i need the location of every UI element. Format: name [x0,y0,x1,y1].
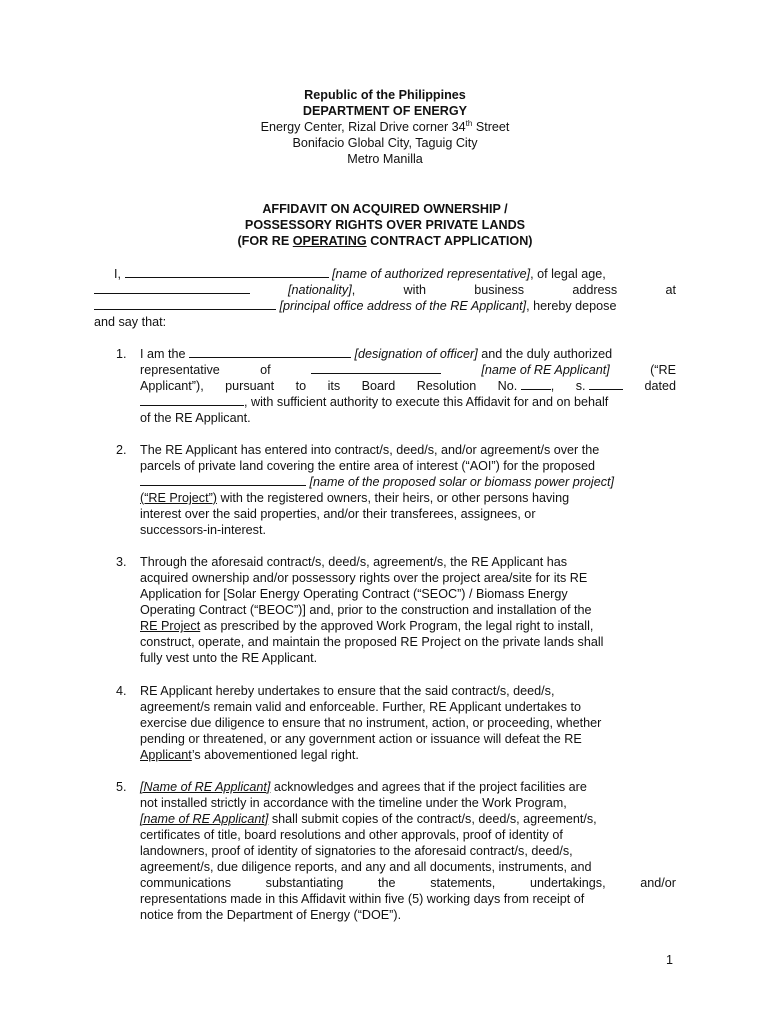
item2-line-5: interest over the said properties, and/or their transferees, assignees, or [140,507,536,521]
item-body [140,442,676,538]
item5-line-7 [140,875,676,891]
item4-line-2: agreement/s remain valid and enforceable. Further, RE Applicant undertakes to [140,700,582,714]
item-body [140,346,676,426]
page-number: 1 [666,953,674,967]
item4-line-1: RE Applicant hereby undertakes to ensure that the said contract/s, deed/s, [140,684,555,698]
work-program-text: as prescribed by the approved Work Program, the legal right to install, [200,619,594,633]
designation-placeholder: [designation of officer] [354,347,478,361]
address-line-3: Metro Manilla [347,152,423,166]
document-title [0,201,770,249]
w-no: No. [497,379,518,393]
item4-line-3: exercise due diligence to ensure that no instrument, action, or proceeding, whether [140,716,602,730]
date-blank [140,394,244,406]
w-pursuant: pursuant [225,379,275,393]
item3-line-1: Through the aforesaid contract/s, deed/s, agreement/s, the RE Applicant has [140,555,568,569]
submit-copies-text: shall submit copies of the contract/s, deed/s, agreement/s, [268,812,597,826]
address-line-1-text: Energy Center, Rizal Drive corner 34 [260,120,466,134]
w-s: s. [575,379,586,393]
i-am-the: I am the [140,347,186,361]
title-operating-underlined: OPERATING [292,234,367,248]
name-placeholder: [name of authorized representative] [332,267,531,281]
w-undertakings: undertakings, [529,876,606,890]
word-with: with [403,283,426,297]
item2-line-6: successors-in-interest. [140,523,266,537]
item5-line-6: agreement/s, due diligence reports, and any and all documents, instruments, and [140,860,592,874]
project-blank [140,474,306,486]
letterhead [0,87,770,167]
item3-line-3: Application for [Solar Energy Operating Contract (“SEOC”) / Biomass Energy [140,587,568,601]
w-substantiating: substantiating [265,876,344,890]
item2-line-4 [140,490,676,506]
word-address: address [572,283,618,297]
item5-line-1 [140,779,676,795]
item3-line-5 [140,618,676,634]
item4-line-4: pending or threatened, or any government action or issuance will defeat the RE [140,732,582,746]
word-representative: representative [140,363,220,377]
item5-line-8: representations made in this Affidavit within five (5) working days from receipt of [140,892,585,906]
re-project-link: RE Project [140,619,201,633]
intro-line-3 [94,298,676,314]
address-line-1-sup: th [465,118,473,128]
w-communications: communications [140,876,231,890]
w-statements: statements, [430,876,496,890]
intro-i: I, [114,267,121,281]
item1-line-1 [140,346,676,362]
nationality-group [94,282,355,298]
resolution-no-group [498,378,555,394]
w-comma2: , [550,379,555,393]
title-line-1: AFFIDAVIT ON ACQUIRED OWNERSHIP / [262,202,508,216]
applicant-name-placeholder-2: [name of RE Applicant] [140,812,269,826]
item-number: 3. [116,555,127,569]
item2-line-1: The RE Applicant has entered into contract/s, deed/s, and/or agreement/s over the [140,443,600,457]
series-blank [589,378,623,390]
w-the: the [378,876,396,890]
country-name: Republic of the Philippines [304,88,466,102]
office-blank [94,298,276,310]
w-resolution: Resolution [416,379,477,393]
resolution-blank [521,378,551,390]
address-line-2: Bonifacio Global City, Taguig City [292,136,478,150]
item-number: 4. [116,684,127,698]
w-to: to [295,379,307,393]
title-line-3 [0,233,770,249]
name-blank [125,266,329,278]
item-number: 1. [116,347,127,361]
item5-line-5: landowners, proof of identity of signatories to the aforesaid contract/s, deed/s, [140,844,573,858]
re-project-underlined: (“RE Project”) [140,491,217,505]
item-body [140,683,676,763]
item-body [140,554,676,666]
item1-line-4 [140,394,676,410]
series-group [576,378,623,394]
item-number: 5. [116,780,127,794]
word-at: at [665,283,676,297]
title-line-2: POSSESSORY RIGHTS OVER PRIVATE LANDS [244,218,526,232]
w-andor: and/or [640,876,676,890]
department-name: DEPARTMENT OF ENERGY [302,104,468,118]
duly-authorized: and the duly authorized [477,347,613,361]
intro-line-4: and say that: [94,315,167,329]
item1-line-5: of the RE Applicant. [140,411,251,425]
w-applicant: Applicant”), [140,379,204,393]
office-placeholder: [principal office address of the RE Applicant] [279,299,527,313]
item5-line-3 [140,811,676,827]
item3-line-4: Operating Contract (“BEOC”)] and, prior to the construction and installation of the [140,603,592,617]
item-body [140,779,676,923]
item3-line-6: construct, operate, and maintain the proposed RE Project on the private lands shall [140,635,604,649]
w-its: its [327,379,341,393]
item5-line-4: certificates of title, board resolutions and other approvals, proof of identity of [140,828,563,842]
item2-line-2: parcels of private land covering the entire area of interest (“AOI”) for the proposed [140,459,596,473]
nationality-blank [94,282,250,294]
designation-blank [189,346,351,358]
item1-line-2 [140,362,676,378]
item5-line-9: notice from the Department of Energy (“DOE”). [140,908,402,922]
word-business: business [474,283,524,297]
item4-line-5 [140,747,676,763]
title-line-3-end: CONTRACT APPLICATION) [366,234,533,248]
comma: , [351,283,356,297]
item-number: 2. [116,443,127,457]
word-of: of [260,363,271,377]
applicant-blank [311,362,441,374]
item3-line-2: acquired ownership and/or possessory rights over the project area/site for its RE [140,571,588,585]
legal-right-text: ’s abovementioned legal right. [191,748,359,762]
address-line-1 [0,119,770,135]
item2-line-3 [140,474,676,490]
acknowledges-text: acknowledges and agrees that if the project facilities are [270,780,587,794]
project-placeholder: [name of the proposed solar or biomass power project] [309,475,615,489]
applicant-underlined: Applicant [140,748,192,762]
item1-line-3 [140,378,676,394]
intro-line-2 [94,282,676,298]
applicant-placeholder: [name of RE Applicant] [481,363,610,377]
legal-age-text: , of legal age, [530,267,606,281]
w-board: Board [361,379,396,393]
intro-paragraph [94,266,676,330]
w-dated: dated [644,379,676,393]
item3-line-7: fully vest unto the RE Applicant. [140,651,318,665]
nationality-placeholder: [nationality] [288,283,352,297]
item5-line-2: not installed strictly in accordance with the timeline under the Work Program, [140,796,567,810]
address-line-1-end: Street [472,120,510,134]
depose-text: , hereby depose [526,299,617,313]
registered-owners-text: with the registered owners, their heirs, or other persons having [216,491,570,505]
applicant-name-placeholder: [Name of RE Applicant] [140,780,271,794]
title-line-3-start: (FOR RE [237,234,293,248]
intro-line-1 [94,266,676,282]
re-quote: (“RE [650,363,676,377]
authority-text: , with sufficient authority to execute this Affidavit for and on behalf [244,395,609,409]
